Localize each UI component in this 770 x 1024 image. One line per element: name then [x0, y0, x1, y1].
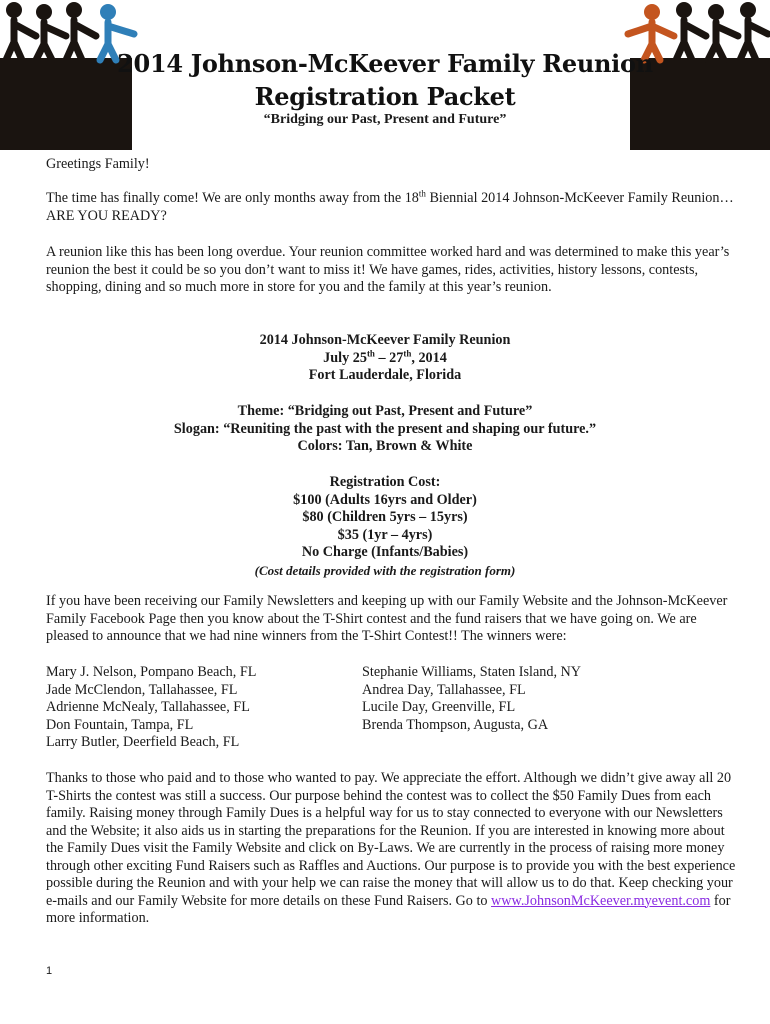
winners-list-right	[362, 664, 581, 734]
theme-line: Theme: “Bridging out Past, Present and Future”	[237, 403, 533, 419]
cost-item: $35 (1yr – 4yrs)	[337, 526, 433, 543]
event-location: Fort Lauderdale, Florida	[308, 367, 462, 383]
list-item: Adrienne McNealy, Tallahassee, FL	[46, 699, 250, 715]
list-item: Brenda Thompson, Augusta, GA	[362, 716, 549, 733]
page-title: 2014 Johnson-McKeever Family Reunion	[117, 49, 653, 78]
greeting: Greetings Family!	[46, 156, 150, 172]
tagline: “Bridging our Past, Present and Future”	[263, 112, 507, 127]
list-item: Larry Butler, Deerfield Beach, FL	[46, 734, 240, 750]
reunion-paragraph: A reunion like this has been long overdue. Your reunion committee worked hard and was determined to make this year’s reunion the best it could be so you don’t want to miss it! We have games, rides, activities, history lessons, contests, shopping, dining and so much more in store for you and the family at this year’s reunion.	[46, 244, 730, 295]
cost-heading: Registration Cost:	[329, 474, 441, 490]
cost-note: (Cost details provided with the registration form)	[254, 562, 516, 578]
tshirt-paragraph: If you have been receiving our Family Newsletters and keeping up with our Family Website and the Johnson-McKeever Family Facebook Page then you know about the T-Shirt contest and the fund raisers that we have going on. We are pleased to announce that we had nine winners from the T-Shirt Contest!! The winners were:	[46, 593, 728, 644]
winners-list-left	[46, 664, 256, 752]
list-item: Stephanie Williams, Staten Island, NY	[362, 664, 582, 680]
list-item: Don Fountain, Tampa, FL	[46, 716, 194, 733]
event-details	[0, 332, 770, 385]
list-item: Mary J. Nelson, Pompano Beach, FL	[46, 664, 257, 680]
list-item: Jade McClendon, Tallahassee, FL	[46, 681, 238, 698]
list-item: Andrea Day, Tallahassee, FL	[362, 681, 526, 698]
page-subtitle: Registration Packet	[254, 82, 516, 111]
theme-block	[0, 403, 770, 456]
cost-block	[0, 474, 770, 579]
thanks-paragraph: Thanks to those who paid and to those who wanted to pay. We appreciate the effort. Although we didn’t give away all 20 T-Shirts the contest was still a success. Our purpose behind the contest was to collect the $50 Family Dues from each family. Raising money through Family Dues is a helpful way for us to stay connected to everyone with our Newsletters and the Website; it also aids us in starting the preparations for the Reunion. If you are interested in knowing more about the Family Dues visit the Family Website and click on By-Laws. We are currently in the process of raising more money through other exciting Fund Raisers such as Raffles and Auctions. Our purpose is to provide you with the best experience possible during the Reunion and with your help we can raise the money that will allow us to do that. Keep checking your e-mails and our Family Website for more details on these Fund Raisers. Go to www.JohnsonMcKeever.myevent.com for more information.	[46, 770, 736, 926]
cost-item: No Charge (Infants/Babies)	[301, 544, 469, 560]
slogan-line: Slogan: “Reuniting the past with the present and shaping our future.”	[173, 420, 597, 437]
colors-line: Colors: Tan, Brown & White	[297, 438, 473, 454]
event-name: 2014 Johnson-McKeever Family Reunion	[259, 332, 511, 348]
cost-item: $100 (Adults 16yrs and Older)	[293, 491, 477, 508]
page-number: 1	[46, 965, 53, 977]
intro-paragraph: The time has finally come! We are only months away from the 18th Biennial 2014 Johnson-McKeever Family Reunion… ARE YOU READY?	[46, 188, 734, 224]
list-item: Lucile Day, Greenville, FL	[362, 699, 516, 715]
website-link[interactable]: www.JohnsonMcKeever.myevent.com	[491, 892, 711, 909]
cost-item: $80 (Children 5yrs – 15yrs)	[302, 509, 468, 525]
event-date: July 25th – 27th, 2014	[323, 347, 447, 366]
